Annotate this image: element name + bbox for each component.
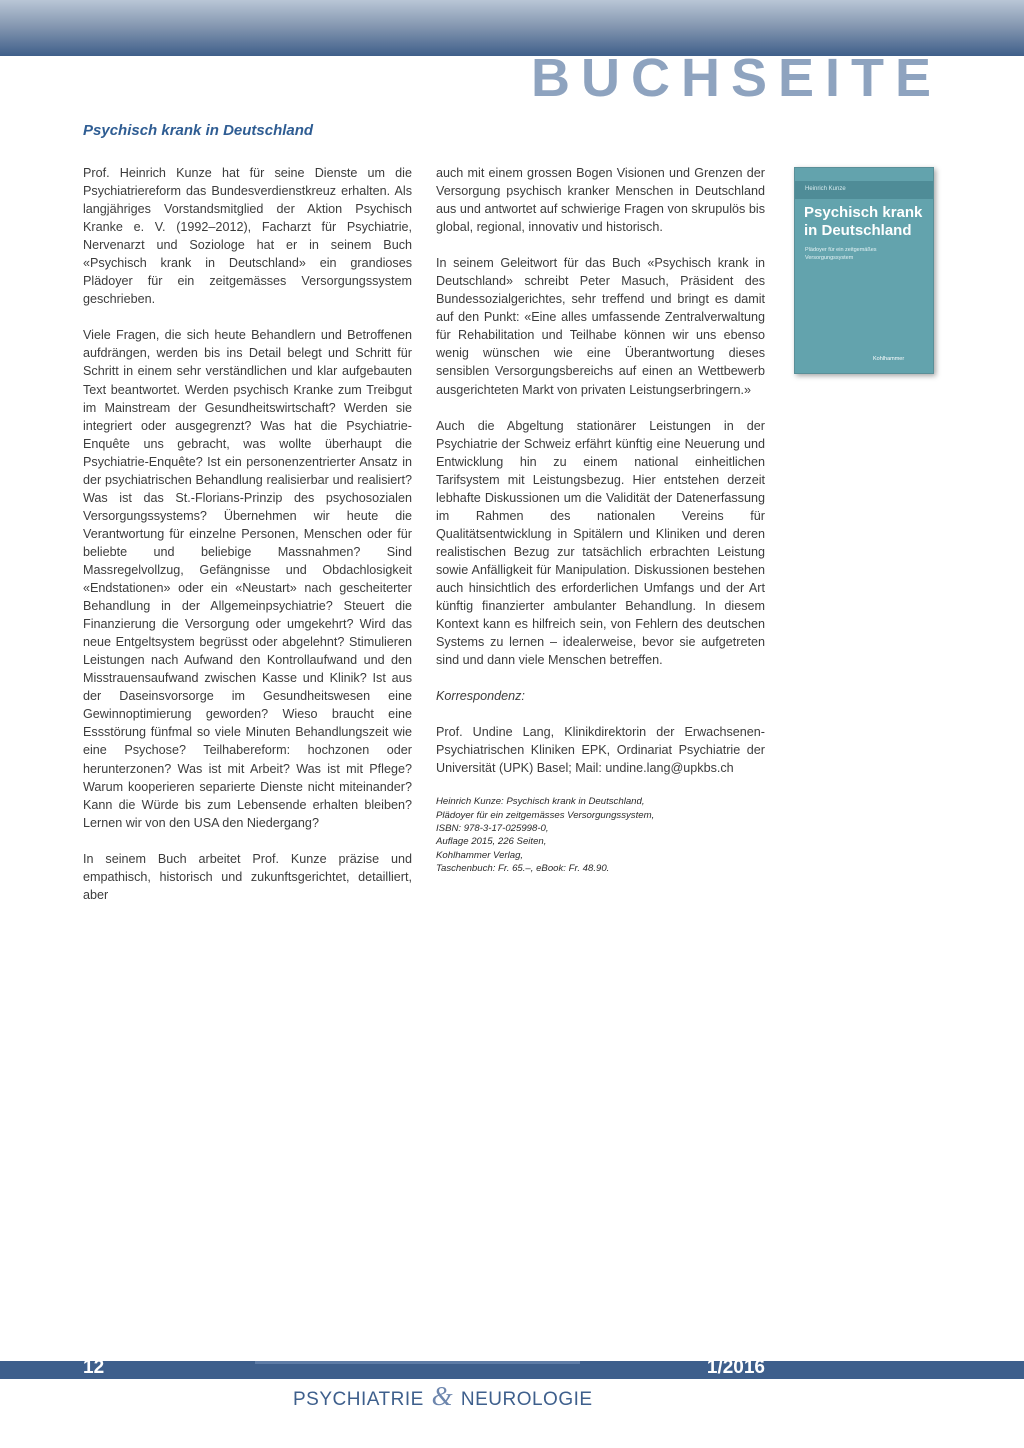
journal-ampersand: & — [431, 1381, 454, 1411]
cover-subtitle: Plädoyer für ein zeitgemäßes Versorgungssystem — [805, 247, 877, 261]
page-number: 12 — [83, 1357, 105, 1378]
cover-author: Heinrich Kunze — [805, 186, 846, 192]
book-cover-image — [794, 167, 934, 374]
journal-name-part1: PSYCHIATRIE — [293, 1389, 424, 1410]
issue-number: 1/2016 — [706, 1357, 765, 1378]
book-info-line: ISBN: 978-3-17-025998-0, — [436, 823, 549, 834]
correspondence-text: Prof. Undine Lang, Klinikdirektorin der Erwachsenen-Psychiatrischen Kliniken EPK, Ordinariat Psychiatrie der Universität (UPK) Basel; Mail: undine.lang@upkbs.ch — [436, 725, 765, 776]
paragraph: In seinem Geleitwort für das Buch «Psychisch krank in Deutschland» schreibt Peter Masuch, Präsident des Bundessozialgerichtes, sehr treffend und bringt es damit auf den Punkt: «Eine alles umfassende Zentralverwaltung für Rehabilitation und Teilhabe können wir uns ebenso wenig wünschen wie eine Überantwortung dieses sensiblen Versorgungsbereichs auf einen an Wettbewerb ausgerichteten Markt von privaten Leistungserbringern.» — [436, 256, 765, 397]
paragraph: Viele Fragen, die sich heute Behandlern und Betroffenen aufdrängen, werden bis ins Detail belegt und Schritt für Schritt in einem sehr verständlichen und klar aufgebauten Text beantwortet. Werden psychisch Kranke zum Treibgut im Mainstream der Gesundheitswirtschaft? Werden sie integriert oder ausgegrenzt? Was hat die Psychiatrie-Enquête uns gebracht, was wollte überhaupt die Psychiatrie-Enquête? Ist ein personenzentrierter Ansatz in der psychiatrischen Behandlung realisierbar und realisiert? Was ist das St.-Florians-Prinzip des psychosozialen Versorgungssystems? Übernehmen wir heute die Verantwortung für einzelne Personen, Menschen oder für beliebte und beliebige Massnahmen? Sind Massregelvollzug, Gefängnisse und Obdachlosigkeit «Endstationen» oder ein «Neustart» nach gescheiterter Behandlung in der Allgemeinpsychiatrie? Steuert die Finanzierung die Versorgung oder umgekehrt? Wird das neue Entgeltsystem begrüsst oder abgelehnt? Stimulieren Leistungen nach Aufwand den Kontrollaufwand und den Misstrauensaufwand zwischen Kasse und Klinik? Ist aus der Daseinsvorsorge im Gesundheitswesen eine Gewinnoptimierung geworden? Wieso braucht eine Essstörung fünfmal so viele Minuten Behandlungszeit wie eine Psychose? Teilhabereform: hochzonen oder herunterzonen? Was ist mit Arbeit? Was ist mit Pflege? Warum kooperieren separierte Dienste nicht miteinander? Kann die Würde bis zum Lebensende erhalten bleiben? Lernen wir von den USA den Niedergang? — [83, 328, 412, 830]
section-label: BUCHSEITE — [530, 48, 942, 108]
cover-title: Psychisch krank in Deutschland — [804, 204, 923, 239]
paragraph: Auch die Abgeltung stationärer Leistungen in der Psychiatrie der Schweiz erfährt künftig eine Neuerung und Entwicklung hin zu einem national einheitlichen Tarifsystem mit Leistungsbezug. Hier entstehen derzeit lebhafte Diskussionen um die Validität der Datenerfassung im Rahmen des nationalen Vereins für Qualitätsentwicklung in Spitälern und Kliniken und deren realistischen Bezug zur tatsächlich erbrachten Leistung sowie Anfälligkeit für Manipulation. Diskussionen bestehen auch hinsichtlich des erforderlichen Umfangs und der Art künftig finanzierter ambulanter Behandlung. In diesem Kontext kann es hilfreich sein, von Fehlern des deutschen Systems zu lernen – idealerweise, bevor sie aufgetreten sind und dann viele Menschen betreffen. — [436, 418, 765, 668]
cover-publisher: Kohlhammer — [873, 356, 905, 362]
paragraph: auch mit einem grossen Bogen Visionen und Grenzen der Versorgung psychisch kranker Menschen in Deutschland aus und antwortet auf schwierige Fragen von skrupulös bis global, regional, innovativ und historisch. — [436, 166, 765, 235]
book-info-line: Taschenbuch: Fr. 65.–, eBook: Fr. 48.90. — [436, 862, 610, 874]
book-info-line: Kohlhammer Verlag, — [436, 849, 524, 861]
article-column-1 — [83, 164, 412, 922]
book-info — [436, 795, 765, 875]
journal-logo — [293, 1381, 593, 1412]
footer-bar — [0, 1361, 1024, 1379]
correspondence-label: Korrespondenz: — [436, 689, 525, 704]
book-info-line: Heinrich Kunze: Psychisch krank in Deutschland, — [436, 796, 645, 808]
paragraph: In seinem Buch arbeitet Prof. Kunze präzise und empathisch, historisch und zukunftsgerichtet, detailliert, aber — [83, 851, 412, 902]
paragraph: Prof. Heinrich Kunze hat für seine Dienste um die Psychiatriereform das Bundesverdienstkreuz erhalten. Als langjähriges Vorstandsmitglied der Aktion Psychisch Kranke e. V. (1992–2012), Facharzt für Psychiatrie, Nervenarzt und Soziologe hat er in seinem Buch «Psychisch krank in Deutschland» ein grandioses Plädoyer für ein zeitgemässes Versorgungssystem geschrieben. — [83, 166, 412, 307]
book-info-line: Auflage 2015, 226 Seiten, — [436, 836, 547, 848]
book-info-line: Plädoyer für ein zeitgemässes Versorgungssystem, — [436, 809, 655, 821]
journal-name-part2: NEUROLOGIE — [460, 1389, 593, 1410]
article-column-2 — [436, 164, 765, 875]
footer-bar-highlight — [255, 1361, 580, 1364]
article-title: Psychisch krank in Deutschland — [83, 122, 314, 139]
